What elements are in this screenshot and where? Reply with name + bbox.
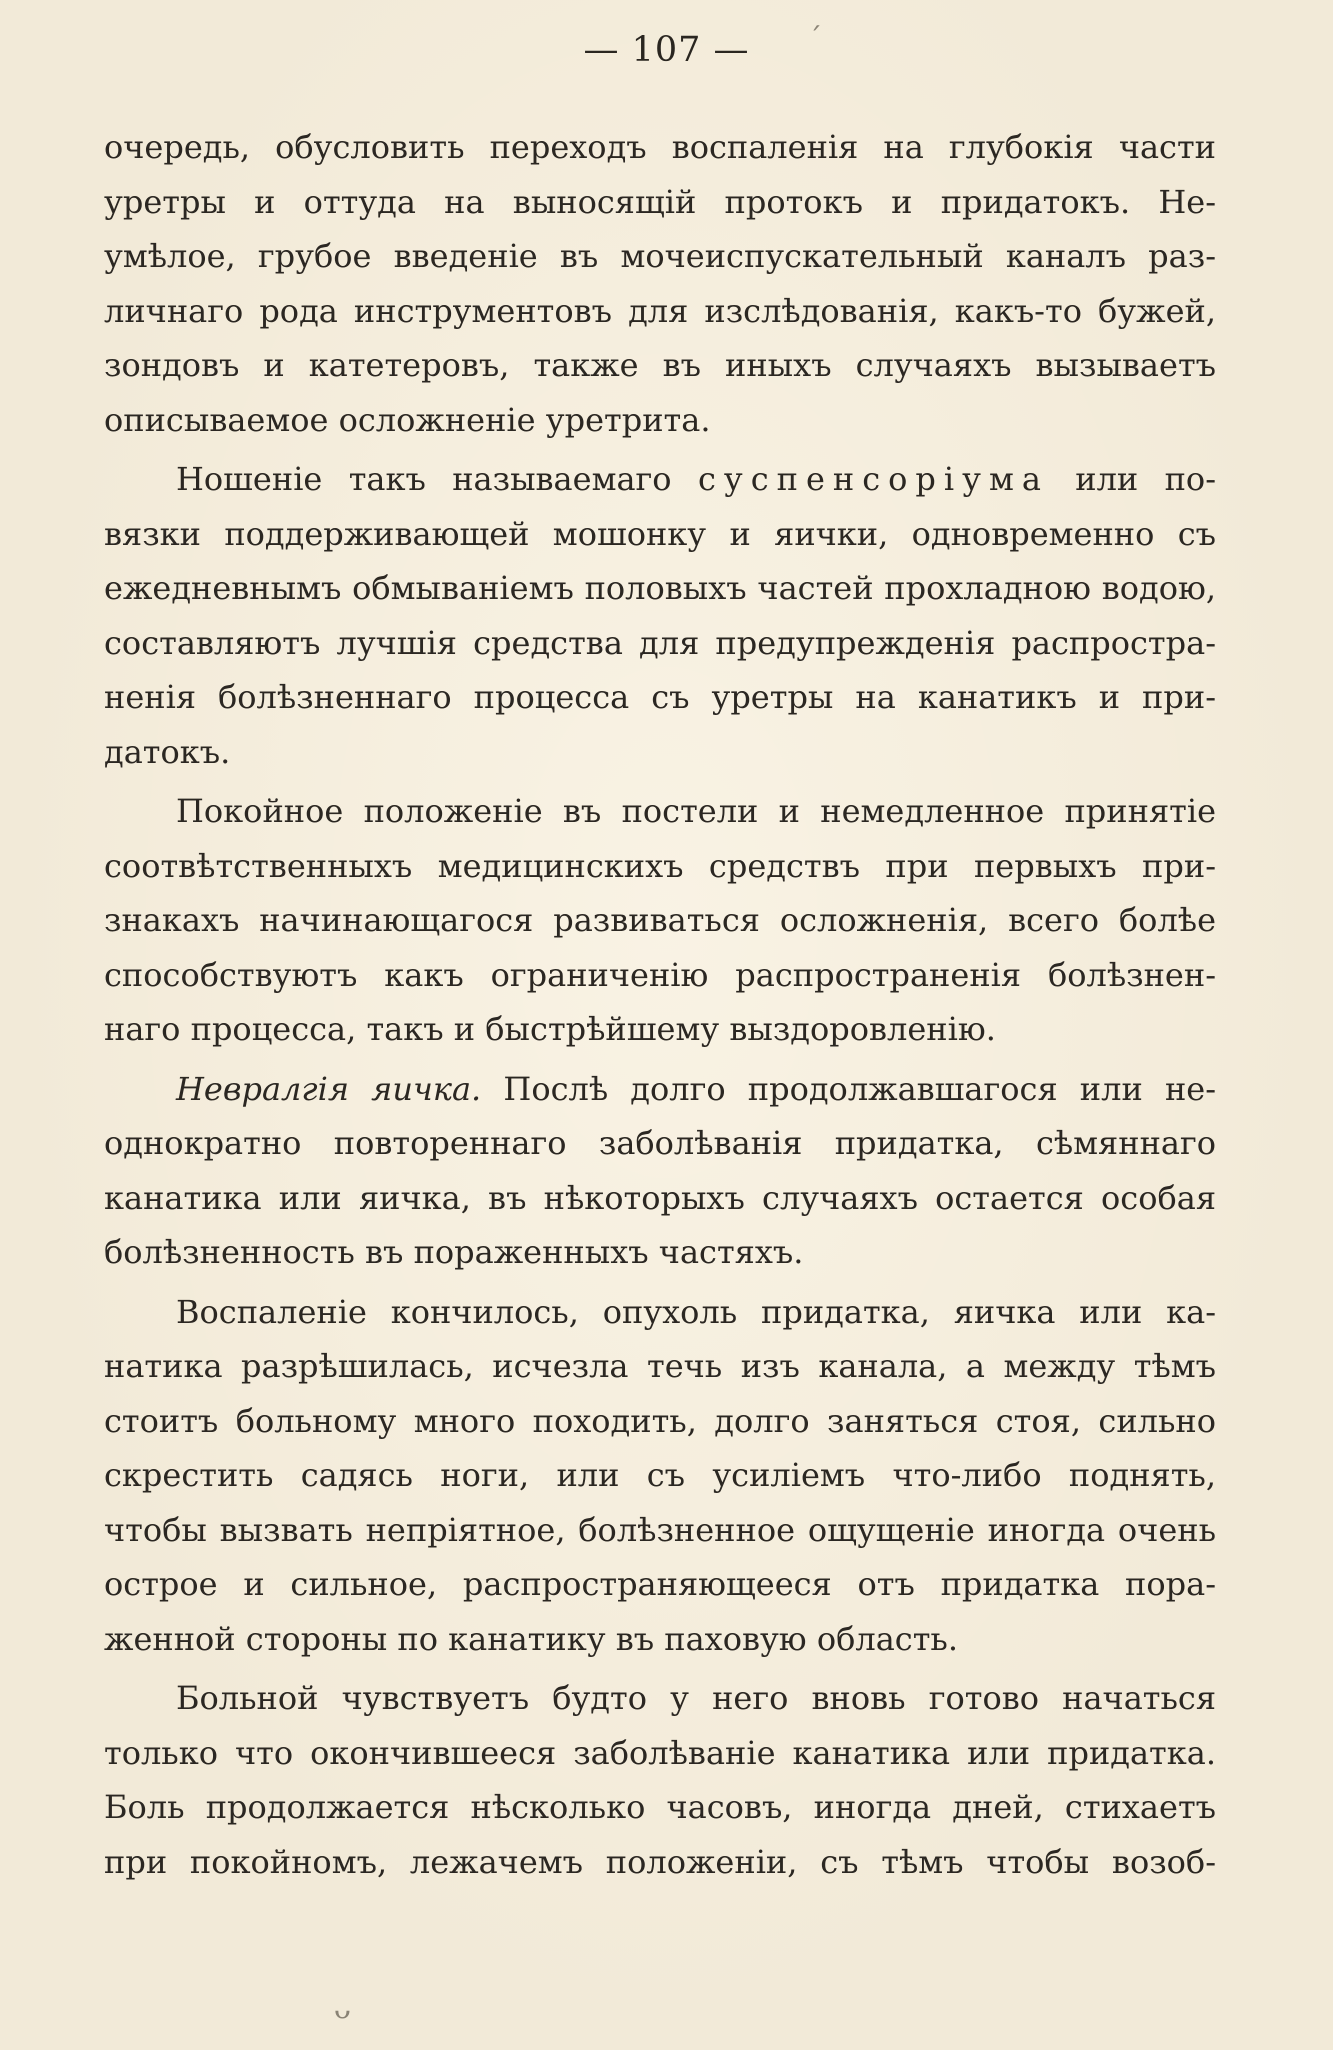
text-line [104,1062,1216,1117]
text-line: умѣлое, грубое введеніе въ мочеиспускательный каналъ раз- [104,237,1216,275]
text-line: Покойное положеніе въ постели и немедленное принятіе [176,792,1216,830]
text-line: стоитъ больному много походить, долго заняться стоя, сильно [104,1401,1216,1440]
text-line: Боль продолжается нѣсколько часовъ, иногда дней, стихаетъ [104,1788,1216,1826]
text-line: способствуютъ какъ ограниченію распространенія болѣзнен- [104,955,1216,994]
text-fragment: или по- [1075,460,1216,498]
text-line: соотвѣтственныхъ медицинскихъ средствъ при первыхъ при- [104,846,1216,885]
text-line: личнаго рода инструментовъ для изслѣдованія, какъ-то бужей, [104,291,1216,330]
text-fragment: Послѣ долго продолжавшагося или не- [503,1069,1216,1108]
text-line: натика разрѣшилась, исчезла течь изъ канала, а между тѣмъ [104,1347,1216,1385]
paragraph-1 [104,120,1216,447]
text-line: скрестить садясь ноги, или съ усиліемъ что-либо поднять, [104,1456,1216,1494]
spaced-term: суспенсоріума [697,460,1049,498]
text-line: однократно повтореннаго заболѣванія придатка, сѣмяннаго [104,1124,1216,1162]
text-line: наго процесса, такъ и быстрѣйшему выздоровленію. [104,1010,996,1048]
ink-speck: ˊ [808,22,822,55]
paragraph-6 [104,1671,1216,1889]
text-line: острое и сильное, распространяющееся отъ придатка пора- [104,1565,1216,1603]
text-fragment: Ношеніе такъ называемаго [176,460,672,498]
text-line: датокъ. [104,732,231,771]
text-line: вязки поддерживающей мошонку и яички, одновременно съ [104,514,1216,553]
text-line: ежедневнымъ обмываніемъ половыхъ частей прохладною водою, [104,569,1216,607]
text-line: очередь, обусловить переходъ воспаленія на глубокія части [104,128,1216,166]
paragraph-4 [104,1062,1216,1280]
text-line: знакахъ начинающагося развиваться осложненія, всего болѣе [104,901,1216,939]
text-line [104,452,1216,507]
text-line: чтобы вызвать непріятное, болѣзненное ощущеніе иногда очень [104,1510,1216,1549]
paragraph-2 [104,452,1216,779]
text-line: Воспаленіе кончилось, опухоль придатка, яичка или ка- [176,1292,1216,1331]
text-line: женной стороны по канатику въ паховую область. [104,1619,958,1658]
section-heading: Невралгія яичка. [176,1069,482,1108]
text-line: при покойномъ, лежачемъ положеніи, съ тѣмъ чтобы возоб- [104,1842,1216,1881]
page-body [104,120,1216,1889]
ink-speck: ᴗ [334,1992,351,2025]
text-line: составляютъ лучшія средства для предупрежденія распростра- [104,623,1216,662]
text-line: ненія болѣзненнаго процесса съ уретры на канатикъ и при- [104,678,1216,716]
text-line: описываемое осложненіе уретрита. [104,400,711,439]
text-line: Больной чувствуетъ будто у него вновь готово начаться [176,1679,1216,1717]
text-line: только что окончившееся заболѣваніе канатика или придатка. [104,1733,1216,1772]
text-line: канатика или яичка, въ нѣкоторыхъ случаяхъ остается особая [104,1178,1216,1217]
paragraph-5 [104,1285,1216,1667]
text-line: уретры и оттуда на выносящій протокъ и придатокъ. Не- [104,182,1216,221]
text-line: зондовъ и катетеровъ, также въ иныхъ случаяхъ вызываетъ [104,346,1216,384]
page-number: — 107 — [583,30,750,70]
paragraph-3 [104,784,1216,1057]
text-line: болѣзненность въ пораженныхъ частяхъ. [104,1233,804,1271]
